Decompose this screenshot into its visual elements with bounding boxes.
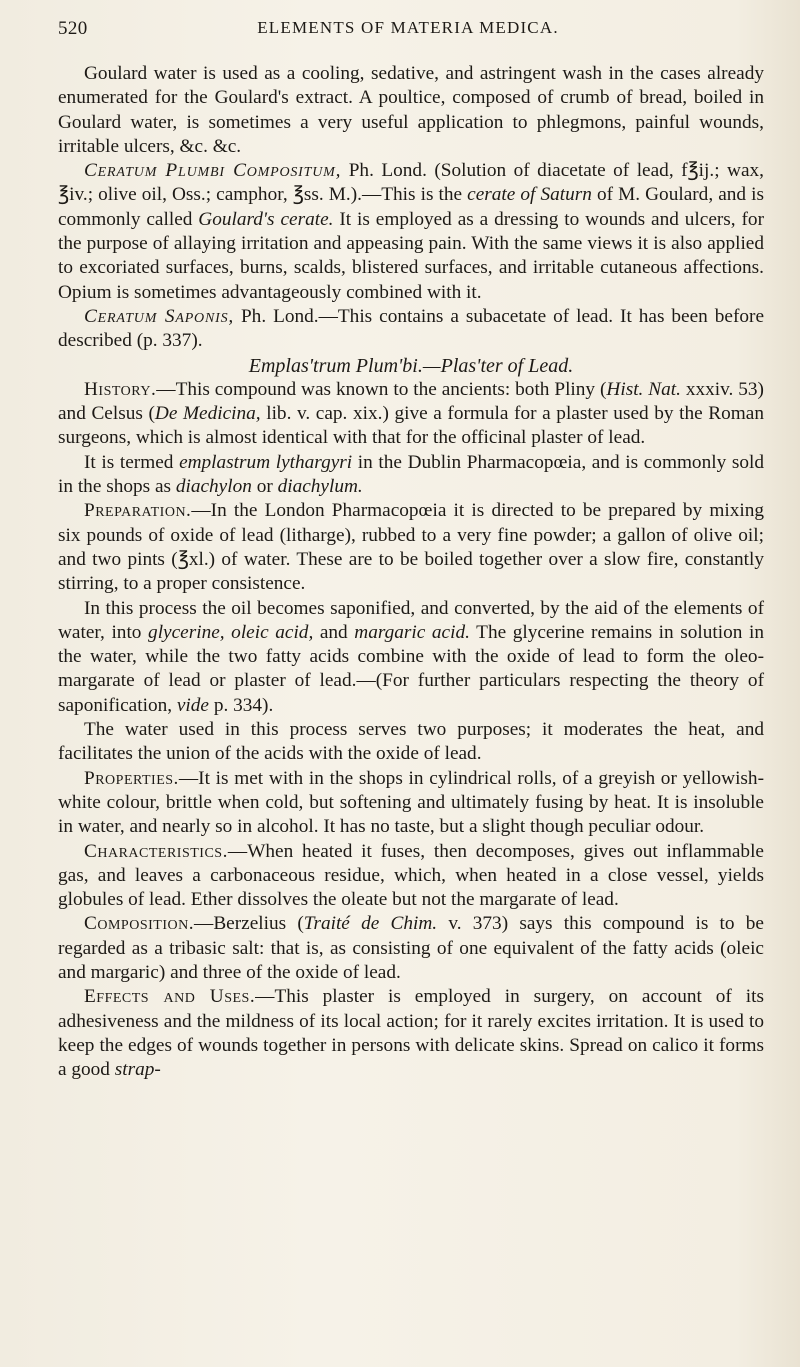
label-composition: Composition.	[84, 913, 195, 935]
paragraph-effects-and-uses: Effects and Uses.—This plaster is employed in surgery, on account of its adhesiveness and the mildness of its local action; for it rarely excites irritation. It is used to keep the edges of wounds together in persons with delicate skins. Spread on calico it forms a good strap-	[58, 986, 764, 1081]
paragraph-preparation: Preparation.—In the London Pharmacopœia it is directed to be prepared by mixing six pounds of oxide of lead (litharge), rubbed to a very fine powder; a gallon of olive oil; and two pints (℥xl.) of water. These are to be boiled together over a slow fire, constantly stirring, to a proper consistence.	[58, 500, 764, 595]
label-properties: Properties.	[84, 767, 179, 789]
running-header	[58, 18, 758, 48]
paragraph-process: In this process the oil becomes saponified, and converted, by the aid of the elements of water, into glycerine, oleic acid, and margaric acid. The glycerine remains in solution in the water, while the two fatty acids combine with the oxide of lead to form the oleo-margarate of lead or plaster of lead.—(For further particulars respecting the theory of saponification, vide p. 334).	[58, 597, 764, 716]
paragraph-goulard-water: Goulard water is used as a cooling, sedative, and astringent wash in the cases already enumerated for the Goulard's extract. A poultice, composed of crumb of bread, boiled in Goulard water, is sometimes a very useful application to phlegmons, painful wounds, irritable ulcers, &c. &c.	[58, 63, 764, 157]
paragraph-water-used: The water used in this process serves two purposes; it moderates the heat, and facilitates the union of the acids with the oxide of lead.	[58, 719, 764, 765]
paragraph-history: History.—This compound was known to the ancients: both Pliny (Hist. Nat. xxxiv. 53) and Celsus (De Medicina, lib. v. cap. xix.) give a formula for a plaster used by the Roman surgeons, which is almost identical with that for the officinal plaster of lead.	[58, 378, 764, 449]
term-ceratum-plumbi-compositum: Ceratum Plumbi Compositum,	[84, 160, 342, 182]
label-characteristics: Characteristics.	[84, 840, 228, 862]
label-preparation: Preparation.	[84, 500, 192, 522]
paragraph-properties: Properties.—It is met with in the shops in cylindrical rolls, of a greyish or yellowish-white colour, brittle when cold, but softening and ultimately fusing by heat. It is insoluble in water, and nearly so in alcohol. It has no taste, but a slight though peculiar odour.	[58, 767, 764, 838]
label-effects-and-uses: Effects and Uses.	[84, 986, 256, 1008]
paragraph-composition: Composition.—Berzelius (Traité de Chim. v. 373) says this compound is to be regarded as a tribasic salt: that is, as consisting of one equivalent of the fatty acids (oleic and margaric) and three of the oxide of lead.	[58, 913, 764, 983]
page-number: 520	[58, 18, 88, 39]
paragraph-ceratum-plumbi-compositum: Ceratum Plumbi Compositum, Ph. Lond. (Solution of diacetate of lead, f℥ij.; wax, ℥iv.; olive oil, Oss.; camphor, ℥ss. M.).—This is the cerate of Saturn of M. Goulard, and is commonly called Goulard's cerate. It is employed as a dressing to wounds and ulcers, for the purpose of allaying irritation and appeasing pain. With the same views it is also applied to excoriated surfaces, burns, scalds, blistered surfaces, and irritable cutaneous affections. Opium is sometimes advantageously combined with it.	[58, 160, 764, 303]
running-title: ELEMENTS OF MATERIA MEDICA.	[257, 18, 559, 37]
paragraph-ceratum-saponis: Ceratum Saponis, Ph. Lond.—This contains a subacetate of lead. It has been before described (p. 337).	[58, 305, 765, 352]
page-body	[58, 62, 764, 1082]
label-history: History.	[84, 378, 157, 400]
paragraph-termed: It is termed emplastrum lythargyri in the Dublin Pharmacopœia, and is commonly sold in the shops as diachylon or diachylum.	[58, 451, 764, 498]
section-heading: Emplas'trum Plum'bi.—Plas'ter of Lead.	[248, 354, 574, 377]
paragraph-characteristics: Characteristics.—When heated it fuses, then decomposes, gives out inflammable gas, and leaves a carbonaceous residue, which, when heated in a close vessel, yields globules of lead. Ether dissolves the oleate but not the margarate of lead.	[58, 840, 764, 911]
term-ceratum-saponis: Ceratum Saponis,	[84, 305, 234, 327]
